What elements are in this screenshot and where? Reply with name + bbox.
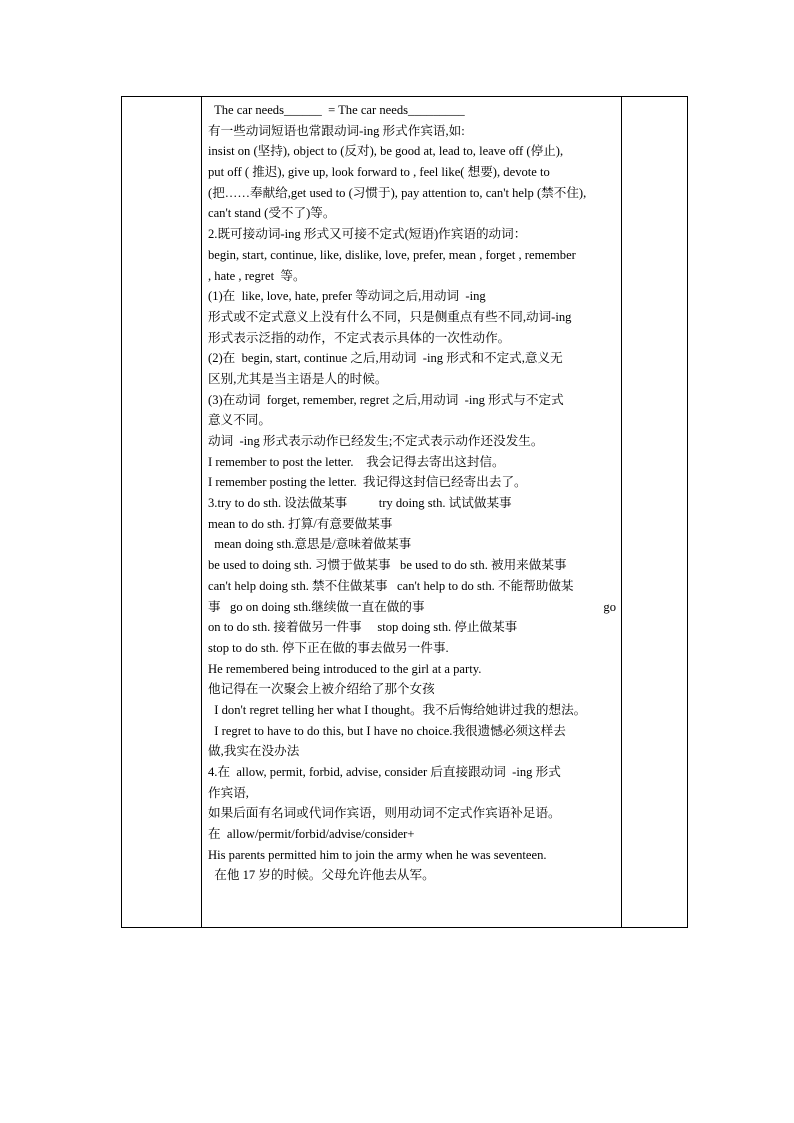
content-column	[208, 100, 616, 886]
text-line: begin, start, continue, like, dislike, love, prefer, mean , forget , remember	[208, 247, 576, 262]
text-line: 4.在 allow, permit, forbid, advise, consider 后直接跟动词 -ing 形式	[208, 765, 561, 779]
text-line: 做,我实在没办法	[208, 744, 300, 759]
text-line: (把……奉献给,get used to (习惯于), pay attention to, can't help (禁不住),	[208, 185, 587, 200]
text-line: I remember to post the letter. 我会记得去寄出这封信。	[208, 454, 505, 469]
text-line: (3)在动词 forget, remember, regret 之后,用动词 -ing 形式与不定式	[208, 392, 564, 407]
text-line: I regret to have to do this, but I have no choice.我很遗憾必须这样去	[208, 723, 566, 738]
left-column	[122, 97, 202, 927]
text-line: 在 allow/permit/forbid/advise/consider+	[208, 827, 415, 842]
text-line: 形式表示泛指的动作，不定式表示具体的一次性动作。	[208, 330, 511, 345]
text-line	[208, 597, 616, 618]
text-line: 2.既可接动词-ing 形式又可接不定式(短语)作宾语的动词：	[208, 227, 527, 242]
text-line: 区别,尤其是当主语是人的时候。	[208, 371, 388, 386]
text-line: 3.try to do sth. 设法做某事 try doing sth. 试试做某事	[208, 496, 512, 511]
text-line: 意义不同。	[208, 413, 271, 428]
text-line: I remember posting the letter. 我记得这封信已经寄出去了。	[208, 475, 527, 490]
text-line: 作宾语,	[208, 785, 249, 800]
text-line: (1)在 like, love, hate, prefer 等动词之后,用动词 -ing	[208, 289, 486, 304]
text-line: can't stand (受不了)等。	[208, 206, 336, 221]
text-line: stop to do sth. 停下正在做的事去做另一件事.	[208, 640, 449, 655]
right-column	[621, 97, 687, 927]
text-line: on to do sth. 接着做另一件事 stop doing sth. 停止做某事	[208, 620, 518, 635]
text-line: His parents permitted him to join the army when he was seventeen.	[208, 847, 547, 862]
text-line: I don't regret telling her what I thought。我不后悔给她讲过我的想法。	[208, 702, 587, 717]
document-table	[121, 96, 688, 928]
text-segment: 事 go on doing sth.继续做一直在做的事	[208, 599, 425, 614]
text-line: The car needs______ = The car needs_________	[208, 103, 465, 117]
text-line: 在他 17 岁的时候。父母允许他去从军。	[208, 868, 435, 883]
text-line: be used to doing sth. 习惯于做某事 be used to do sth. 被用来做某事	[208, 558, 567, 573]
text-line: 有一些动词短语也常跟动词-ing 形式作宾语,如:	[208, 123, 465, 138]
text-line: can't help doing sth. 禁不住做某事 can't help to do sth. 不能帮助做某	[208, 578, 574, 593]
text-line: (2)在 begin, start, continue 之后,用动词 -ing 形式和不定式,意义无	[208, 351, 563, 366]
text-line: He remembered being introduced to the girl at a party.	[208, 661, 482, 676]
text-segment: go	[603, 599, 616, 614]
text-line: put off ( 推迟), give up, look forward to , feel like( 想要), devote to	[208, 165, 550, 180]
text-line: mean doing sth.意思是/意味着做某事	[208, 537, 412, 552]
text-line: 他记得在一次聚会上被介绍给了那个女孩	[208, 682, 435, 697]
text-line: insist on (坚持), object to (反对), be good at, lead to, leave off (停止),	[208, 144, 564, 159]
text-line: mean to do sth. 打算/有意要做某事	[208, 516, 393, 531]
text-line: 动词 -ing 形式表示动作已经发生;不定式表示动作还没发生。	[208, 434, 544, 448]
text-line: 如果后面有名词或代词作宾语，则用动词不定式作宾语补足语。	[208, 806, 561, 821]
text-line: 形式或不定式意义上没有什么不同，只是侧重点有些不同,动词-ing	[208, 309, 572, 324]
text-line: , hate , regret 等。	[208, 268, 306, 283]
